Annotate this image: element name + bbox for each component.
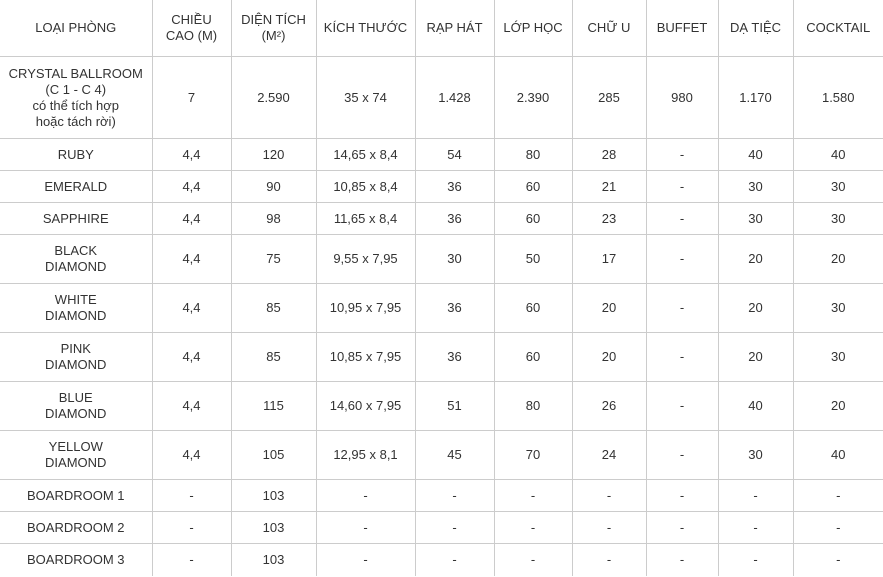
- cell-ceiling-height: -: [152, 512, 231, 544]
- cell-room-type: WHITE DIAMOND: [0, 284, 152, 333]
- table-row: [0, 431, 883, 480]
- cell-buffet: -: [646, 512, 718, 544]
- table-row: [0, 284, 883, 333]
- cell-area: 103: [231, 512, 316, 544]
- cell-area: 105: [231, 431, 316, 480]
- table-row: [0, 333, 883, 382]
- cell-room-type: RUBY: [0, 139, 152, 171]
- cell-room-type: PINK DIAMOND: [0, 333, 152, 382]
- cell-dimensions: 10,85 x 8,4: [316, 171, 415, 203]
- cell-theater: -: [415, 544, 494, 576]
- cell-theater: -: [415, 480, 494, 512]
- cell-buffet: -: [646, 139, 718, 171]
- cell-banquet: 30: [718, 431, 793, 480]
- header-cocktail: COCKTAIL: [793, 0, 883, 57]
- cell-theater: -: [415, 512, 494, 544]
- table-row: [0, 171, 883, 203]
- cell-classroom: 70: [494, 431, 572, 480]
- cell-cocktail: 30: [793, 333, 883, 382]
- cell-banquet: 40: [718, 139, 793, 171]
- table-row: [0, 203, 883, 235]
- cell-dimensions: 10,85 x 7,95: [316, 333, 415, 382]
- cell-cocktail: 20: [793, 382, 883, 431]
- cell-dimensions: 12,95 x 8,1: [316, 431, 415, 480]
- cell-room-type: BOARDROOM 3: [0, 544, 152, 576]
- cell-buffet: -: [646, 544, 718, 576]
- table-row: [0, 57, 883, 139]
- cell-u-shape: 285: [572, 57, 646, 139]
- cell-ceiling-height: 4,4: [152, 382, 231, 431]
- header-area: DIỆN TÍCH (M²): [231, 0, 316, 57]
- cell-cocktail: 1.580: [793, 57, 883, 139]
- cell-banquet: -: [718, 544, 793, 576]
- cell-cocktail: -: [793, 512, 883, 544]
- cell-buffet: 980: [646, 57, 718, 139]
- cell-u-shape: 26: [572, 382, 646, 431]
- cell-classroom: 60: [494, 171, 572, 203]
- cell-buffet: -: [646, 333, 718, 382]
- cell-room-type: BOARDROOM 1: [0, 480, 152, 512]
- cell-dimensions: 14,60 x 7,95: [316, 382, 415, 431]
- cell-banquet: 1.170: [718, 57, 793, 139]
- cell-classroom: 60: [494, 203, 572, 235]
- table-row: [0, 139, 883, 171]
- cell-dimensions: 35 x 74: [316, 57, 415, 139]
- cell-ceiling-height: 7: [152, 57, 231, 139]
- cell-room-type: BOARDROOM 2: [0, 512, 152, 544]
- cell-cocktail: -: [793, 480, 883, 512]
- cell-classroom: -: [494, 512, 572, 544]
- cell-buffet: -: [646, 171, 718, 203]
- cell-u-shape: 20: [572, 333, 646, 382]
- table-row: [0, 512, 883, 544]
- cell-ceiling-height: -: [152, 480, 231, 512]
- cell-u-shape: 20: [572, 284, 646, 333]
- header-ceiling-height: CHIỀU CAO (M): [152, 0, 231, 57]
- cell-banquet: 20: [718, 284, 793, 333]
- cell-area: 2.590: [231, 57, 316, 139]
- cell-area: 85: [231, 284, 316, 333]
- table-row: [0, 382, 883, 431]
- cell-cocktail: 30: [793, 203, 883, 235]
- cell-room-type: BLACK DIAMOND: [0, 235, 152, 284]
- cell-area: 115: [231, 382, 316, 431]
- cell-ceiling-height: -: [152, 544, 231, 576]
- cell-ceiling-height: 4,4: [152, 235, 231, 284]
- cell-dimensions: 10,95 x 7,95: [316, 284, 415, 333]
- cell-banquet: 30: [718, 203, 793, 235]
- cell-theater: 36: [415, 333, 494, 382]
- cell-dimensions: -: [316, 544, 415, 576]
- cell-theater: 30: [415, 235, 494, 284]
- header-banquet: DẠ TIỆC: [718, 0, 793, 57]
- cell-theater: 54: [415, 139, 494, 171]
- cell-u-shape: -: [572, 480, 646, 512]
- cell-dimensions: 11,65 x 8,4: [316, 203, 415, 235]
- cell-banquet: 20: [718, 235, 793, 284]
- cell-theater: 36: [415, 171, 494, 203]
- table-row: [0, 544, 883, 576]
- cell-classroom: 60: [494, 284, 572, 333]
- cell-banquet: 20: [718, 333, 793, 382]
- cell-buffet: -: [646, 431, 718, 480]
- cell-ceiling-height: 4,4: [152, 171, 231, 203]
- cell-cocktail: 40: [793, 139, 883, 171]
- cell-banquet: 40: [718, 382, 793, 431]
- cell-u-shape: -: [572, 544, 646, 576]
- cell-ceiling-height: 4,4: [152, 284, 231, 333]
- cell-buffet: -: [646, 382, 718, 431]
- cell-cocktail: 40: [793, 431, 883, 480]
- header-classroom: LỚP HỌC: [494, 0, 572, 57]
- cell-room-type: EMERALD: [0, 171, 152, 203]
- cell-ceiling-height: 4,4: [152, 431, 231, 480]
- cell-theater: 36: [415, 284, 494, 333]
- table-row: [0, 235, 883, 284]
- cell-cocktail: 30: [793, 284, 883, 333]
- cell-area: 103: [231, 480, 316, 512]
- cell-room-type: SAPPHIRE: [0, 203, 152, 235]
- cell-classroom: 80: [494, 382, 572, 431]
- cell-classroom: 80: [494, 139, 572, 171]
- cell-classroom: -: [494, 480, 572, 512]
- header-buffet: BUFFET: [646, 0, 718, 57]
- header-u-shape: CHỮ U: [572, 0, 646, 57]
- table-row: [0, 480, 883, 512]
- cell-area: 85: [231, 333, 316, 382]
- cell-banquet: 30: [718, 171, 793, 203]
- cell-cocktail: -: [793, 544, 883, 576]
- cell-banquet: -: [718, 512, 793, 544]
- cell-buffet: -: [646, 203, 718, 235]
- cell-area: 75: [231, 235, 316, 284]
- cell-dimensions: -: [316, 480, 415, 512]
- cell-u-shape: 21: [572, 171, 646, 203]
- cell-u-shape: 28: [572, 139, 646, 171]
- cell-area: 98: [231, 203, 316, 235]
- cell-room-type: YELLOW DIAMOND: [0, 431, 152, 480]
- cell-u-shape: 17: [572, 235, 646, 284]
- cell-area: 120: [231, 139, 316, 171]
- cell-classroom: 60: [494, 333, 572, 382]
- cell-ceiling-height: 4,4: [152, 203, 231, 235]
- cell-ceiling-height: 4,4: [152, 139, 231, 171]
- cell-theater: 45: [415, 431, 494, 480]
- cell-cocktail: 30: [793, 171, 883, 203]
- cell-area: 103: [231, 544, 316, 576]
- cell-buffet: -: [646, 235, 718, 284]
- header-dimensions: KÍCH THƯỚC: [316, 0, 415, 57]
- cell-room-type: CRYSTAL BALLROOM (C 1 - C 4) có thể tích hợp hoặc tách rời): [0, 57, 152, 139]
- cell-u-shape: -: [572, 512, 646, 544]
- cell-cocktail: 20: [793, 235, 883, 284]
- cell-dimensions: 9,55 x 7,95: [316, 235, 415, 284]
- cell-theater: 51: [415, 382, 494, 431]
- cell-theater: 36: [415, 203, 494, 235]
- cell-room-type: BLUE DIAMOND: [0, 382, 152, 431]
- header-room-type: LOẠI PHÒNG: [0, 0, 152, 57]
- cell-area: 90: [231, 171, 316, 203]
- cell-classroom: 2.390: [494, 57, 572, 139]
- cell-theater: 1.428: [415, 57, 494, 139]
- header-row: [0, 0, 883, 57]
- cell-buffet: -: [646, 284, 718, 333]
- cell-ceiling-height: 4,4: [152, 333, 231, 382]
- cell-dimensions: 14,65 x 8,4: [316, 139, 415, 171]
- header-theater: RẠP HÁT: [415, 0, 494, 57]
- cell-dimensions: -: [316, 512, 415, 544]
- cell-buffet: -: [646, 480, 718, 512]
- cell-u-shape: 23: [572, 203, 646, 235]
- cell-classroom: -: [494, 544, 572, 576]
- cell-classroom: 50: [494, 235, 572, 284]
- cell-u-shape: 24: [572, 431, 646, 480]
- cell-banquet: -: [718, 480, 793, 512]
